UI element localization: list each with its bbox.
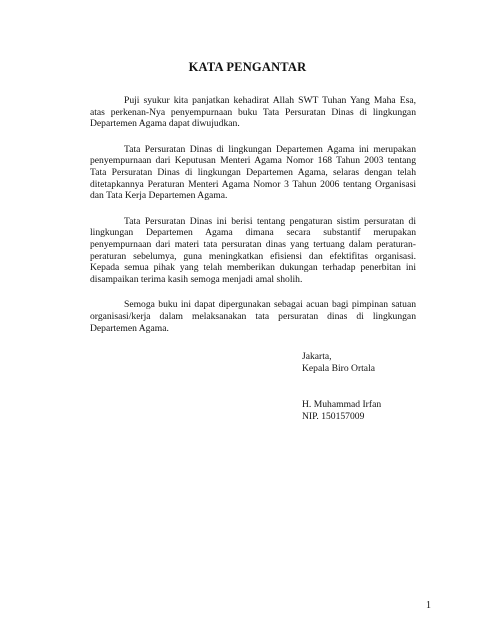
signature-place: Jakarta, <box>302 351 332 362</box>
paragraph-4: Semoga buku ini dapat dipergunakan sebagai acuan bagi pimpinan satuan organisasi/kerja dalam melaksanakan tata persuratan dinas di lingkungan Departemen Agama. <box>90 299 416 334</box>
signature-block <box>302 351 381 422</box>
page-number: 1 <box>426 600 431 611</box>
signature-position: Kepala Biro Ortala <box>302 362 375 374</box>
signature-space <box>302 374 381 399</box>
document-body <box>90 95 416 348</box>
signature-name: H. Muhammad Irfan <box>302 399 382 411</box>
paragraph-3: Tata Persuratan Dinas ini berisi tentang pengaturan sistim persuratan di lingkungan Departemen Agama dimana secara substantif merupakan penyempurnaan dari materi tata persuratan dinas yang tertuang dalam peraturan-peraturan sebelumya, guna meningkatkan efisiensi dan efektifitas organisasi. Kepada semua pihak yang telah memberikan dukungan terhadap penerbitan ini disampaikan terima kasih semoga menjadi amal sholih. <box>90 215 416 285</box>
signature-nip: NIP. 150157009 <box>302 410 365 422</box>
document-title: KATA PENGANTAR <box>188 60 307 74</box>
paragraph-2: Tata Persuratan Dinas di lingkungan Departemen Agama ini merupakan penyempurnaan dari Keputusan Menteri Agama Nomor 168 Tahun 2003 tentang Tata Persuratan Dinas di lingkungan Departemen Agama, selaras dengan telah ditetapkannya Peraturan Menteri Agama Nomor 3 Tahun 2006 tentang Organisasi dan Tata Kerja Departemen Agama. <box>90 143 416 202</box>
paragraph-1: Puji syukur kita panjatkan kehadirat Allah SWT Tuhan Yang Maha Esa, atas perkenan-Nya penyempurnaan buku Tata Persuratan Dinas di lingkungan Departemen Agama dapat diwujudkan. <box>90 95 416 130</box>
